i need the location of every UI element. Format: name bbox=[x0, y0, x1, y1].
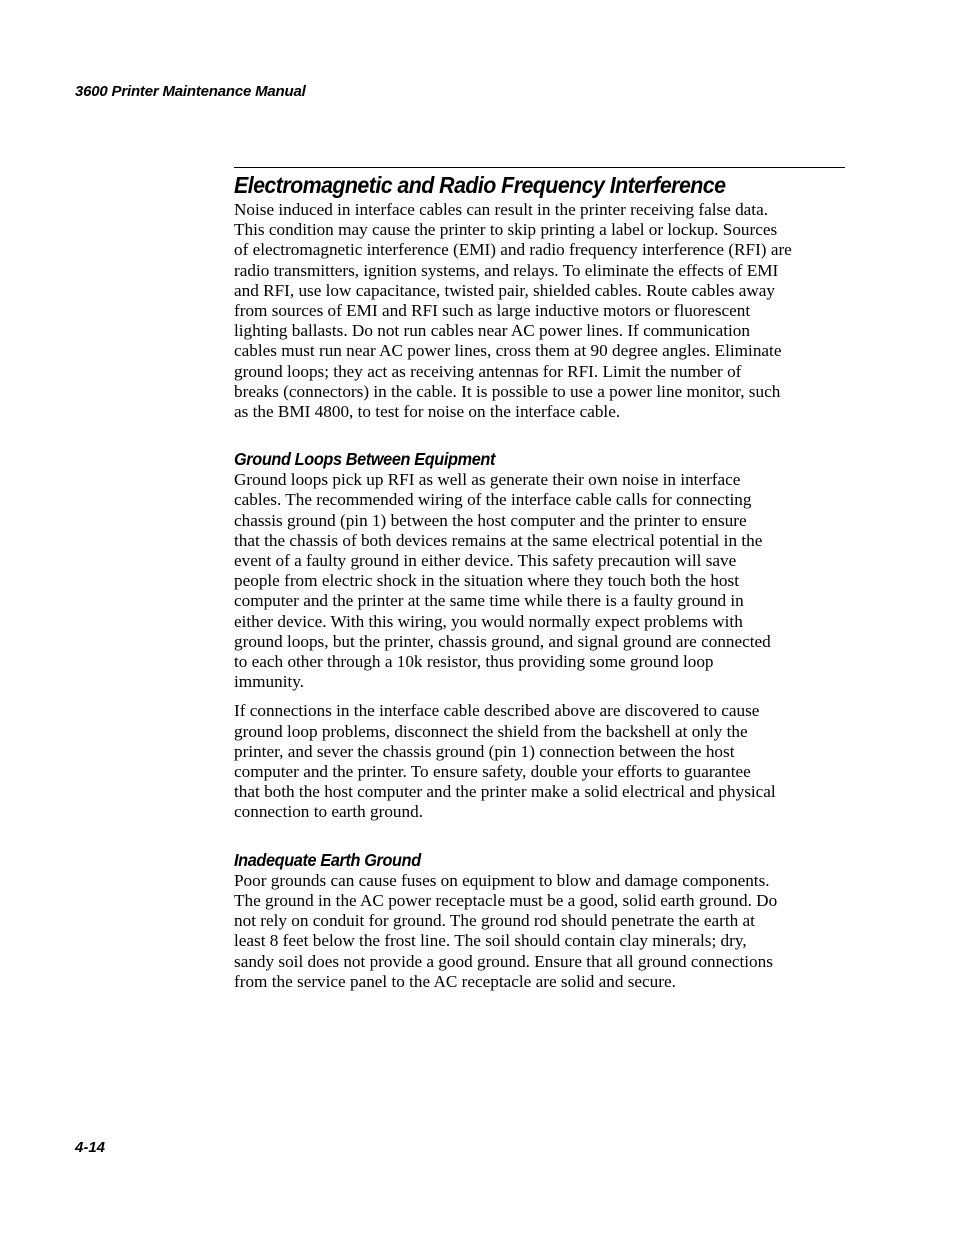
ground-loops-paragraph-1: Ground loops pick up RFI as well as generate their own noise in interface cables. The recommended wiring of the interface cable calls for connecting chassis ground (pin 1) between the host computer and the printer to ensure that the chassis of both devices remains at the same electrical potential in the event of a faulty ground in either device. This safety precaution will save people from electric shock in the situation where they touch both the host computer and the printer at the same time while there is a faulty ground in either device. With this wiring, you would normally expect problems with ground loops, but the printer, chassis ground, and signal ground are connected to each other through a 10k resistor, thus providing some ground loop immunity. bbox=[234, 470, 771, 692]
section-divider-rule bbox=[234, 167, 845, 168]
running-header-title: 3600 Printer Maintenance Manual bbox=[75, 83, 306, 100]
subsection-heading-earth-ground: Inadequate Earth Ground bbox=[234, 849, 421, 870]
page-content bbox=[234, 167, 846, 992]
earth-ground-paragraph: Poor grounds can cause fuses on equipment to blow and damage components. The ground in the AC power receptacle must be a good, solid earth ground. Do not rely on conduit for ground. The ground rod should penetrate the earth at least 8 feet below the frost line. The soil should contain clay minerals; dry, sandy soil does not provide a good ground. Ensure that all ground connections from the service panel to the AC receptacle are solid and secure. bbox=[234, 870, 778, 991]
section-heading: Electromagnetic and Radio Frequency Interference bbox=[234, 172, 726, 198]
page-number: 4-14 bbox=[75, 1139, 106, 1156]
ground-loops-paragraph-2: If connections in the interface cable described above are discovered to cause ground loop problems, disconnect the shield from the backshell at only the printer, and sever the chassis ground (pin 1) connection between the host computer and the printer. To ensure safety, double your efforts to guarantee that both the host computer and the printer make a solid electrical and physical connection to earth ground. bbox=[234, 701, 776, 822]
section-body-paragraph: Noise induced in interface cables can result in the printer receiving false data. This condition may cause the printer to skip printing a label or lockup. Sources of electromagnetic interference (EMI) and radio frequency interference (RFI) are radio transmitters, ignition systems, and relays. To eliminate the effects of EMI and RFI, use low capacitance, twisted pair, shielded cables. Route cables away from sources of EMI and RFI such as large inductive motors or fluorescent lighting ballasts. Do not run cables near AC power lines. If communication cables must run near AC power lines, cross them at 90 degree angles. Eliminate ground loops; they act as receiving antennas for RFI. Limit the number of breaks (connectors) in the cable. It is possible to use a power line monitor, such as the BMI 4800, to test for noise on the interface cable. bbox=[234, 200, 792, 422]
subsection-heading-ground-loops: Ground Loops Between Equipment bbox=[234, 449, 495, 470]
